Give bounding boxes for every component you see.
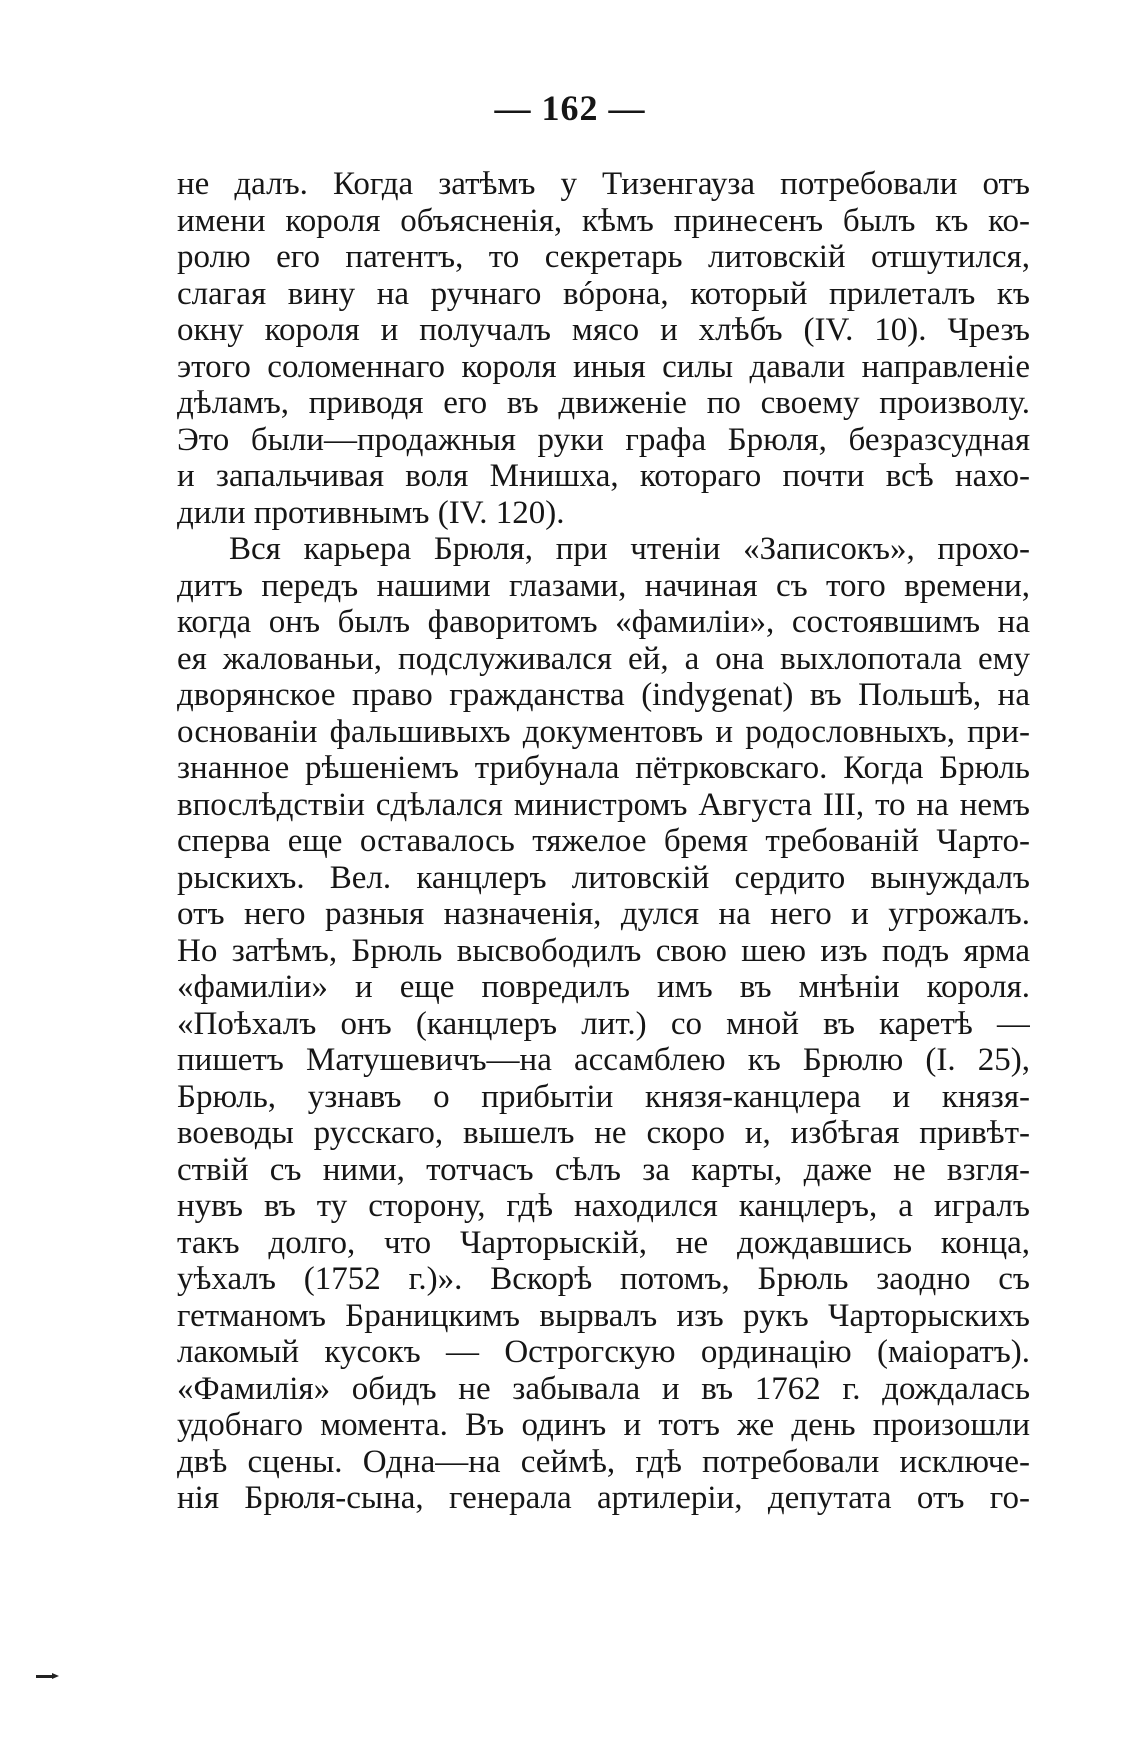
- text-line: ролю его патентъ, то секретарь литовскій отшутился,: [177, 239, 1030, 275]
- page-number: — 162 —: [494, 88, 646, 128]
- text-line: удобнаго момента. Въ одинъ и тотъ же день произошли: [177, 1407, 1030, 1443]
- text-line: не далъ. Когда затѣмъ у Тизенгауза потребовали отъ: [177, 166, 1030, 202]
- text-line: Но затѣмъ, Брюль высвободилъ свою шею изъ подъ ярма: [177, 932, 1030, 969]
- text-line: рыскихъ. Вел. канцлеръ литовскій сердито вынуждалъ: [177, 859, 1030, 896]
- text-line: «Фамилія» обидъ не забывала и въ 1762 г. дождалась: [177, 1370, 1030, 1407]
- text-line: пишетъ Матушевичъ—на ассамблею къ Брюлю (I. 25),: [177, 1042, 1030, 1078]
- text-line: этого соломеннаго короля иныя силы давали направленіе: [177, 348, 1030, 385]
- text-line: знанное рѣшеніемъ трибунала пётрковскаго. Когда Брюль: [177, 750, 1030, 786]
- text-line: впослѣдствіи сдѣлался министромъ Августа III, то на немъ: [177, 786, 1030, 823]
- text-line: уѣхалъ (1752 г.)». Вскорѣ потомъ, Брюль заодно съ: [177, 1261, 1030, 1297]
- text-line: гетманомъ Браницкимъ вырвалъ изъ рукъ Чарторыскихъ: [177, 1297, 1030, 1334]
- text-line: Это были—продажныя руки графа Брюля, безразсудная: [177, 421, 1030, 458]
- text-line: имени короля объясненія, кѣмъ принесенъ былъ къ ко-: [177, 202, 1030, 239]
- text-line: «Поѣхалъ онъ (канцлеръ лит.) со мной въ каретѣ —: [177, 1005, 1030, 1042]
- text-line: дитъ передъ нашими глазами, начиная съ того времени,: [177, 567, 1030, 604]
- text-line: лакомый кусокъ — Острогскую ординацію (маіоратъ).: [177, 1334, 1030, 1370]
- paragraph-start-line: Вся карьера Брюля, при чтеніи «Записокъ», прохо-: [229, 531, 1030, 567]
- text-line: ствій съ ними, тотчасъ сѣлъ за карты, даже не взгля-: [177, 1151, 1030, 1188]
- text-line: ея жалованьи, подслуживался ей, а она выхлопотала ему: [177, 640, 1030, 677]
- text-line: отъ него разныя назначенія, дулся на него и угрожалъ.: [177, 896, 1030, 932]
- body-text: [177, 166, 1030, 1517]
- text-line: когда онъ былъ фаворитомъ «фамиліи», состоявшимъ на: [177, 604, 1030, 640]
- text-line: нія Брюля-сына, генерала артилеріи, депутата отъ го-: [177, 1480, 1030, 1516]
- text-line: сперва еще оставалось тяжелое бремя требованій Чарто-: [177, 823, 1030, 859]
- text-line: нувъ въ ту сторону, гдѣ находился канцлеръ, а игралъ: [177, 1188, 1030, 1224]
- text-line: двѣ сцены. Одна—на сеймѣ, гдѣ потребовали исключе-: [177, 1443, 1030, 1480]
- margin-arrow-icon: [36, 1673, 60, 1679]
- text-line: Брюль, узнавъ о прибытіи князя-канцлера и князя-: [177, 1078, 1030, 1115]
- text-line: и запальчивая воля Мнишха, котораго почти всѣ нахо-: [177, 458, 1030, 494]
- text-line: дворянское право гражданства (indygenat) въ Польшѣ, на: [177, 677, 1030, 713]
- text-line: слагая вину на ручнаго вóрона, который прилеталъ къ: [177, 275, 1030, 312]
- text-line: воеводы русскаго, вышелъ не скоро и, избѣгая привѣт-: [177, 1115, 1030, 1151]
- text-line: «фамиліи» и еще повредилъ имъ въ мнѣніи короля.: [177, 969, 1030, 1005]
- text-line: окну короля и получалъ мясо и хлѣбъ (IV. 10). Чрезъ: [177, 312, 1030, 348]
- text-line: основаніи фальшивыхъ документовъ и родословныхъ, при-: [177, 713, 1030, 750]
- paragraph-end-line: дили противнымъ (IV. 120).: [177, 494, 565, 531]
- text-line: такъ долго, что Чарторыскій, не дождавшись конца,: [177, 1224, 1030, 1261]
- text-line: дѣламъ, приводя его въ движеніе по своему произволу.: [177, 385, 1030, 421]
